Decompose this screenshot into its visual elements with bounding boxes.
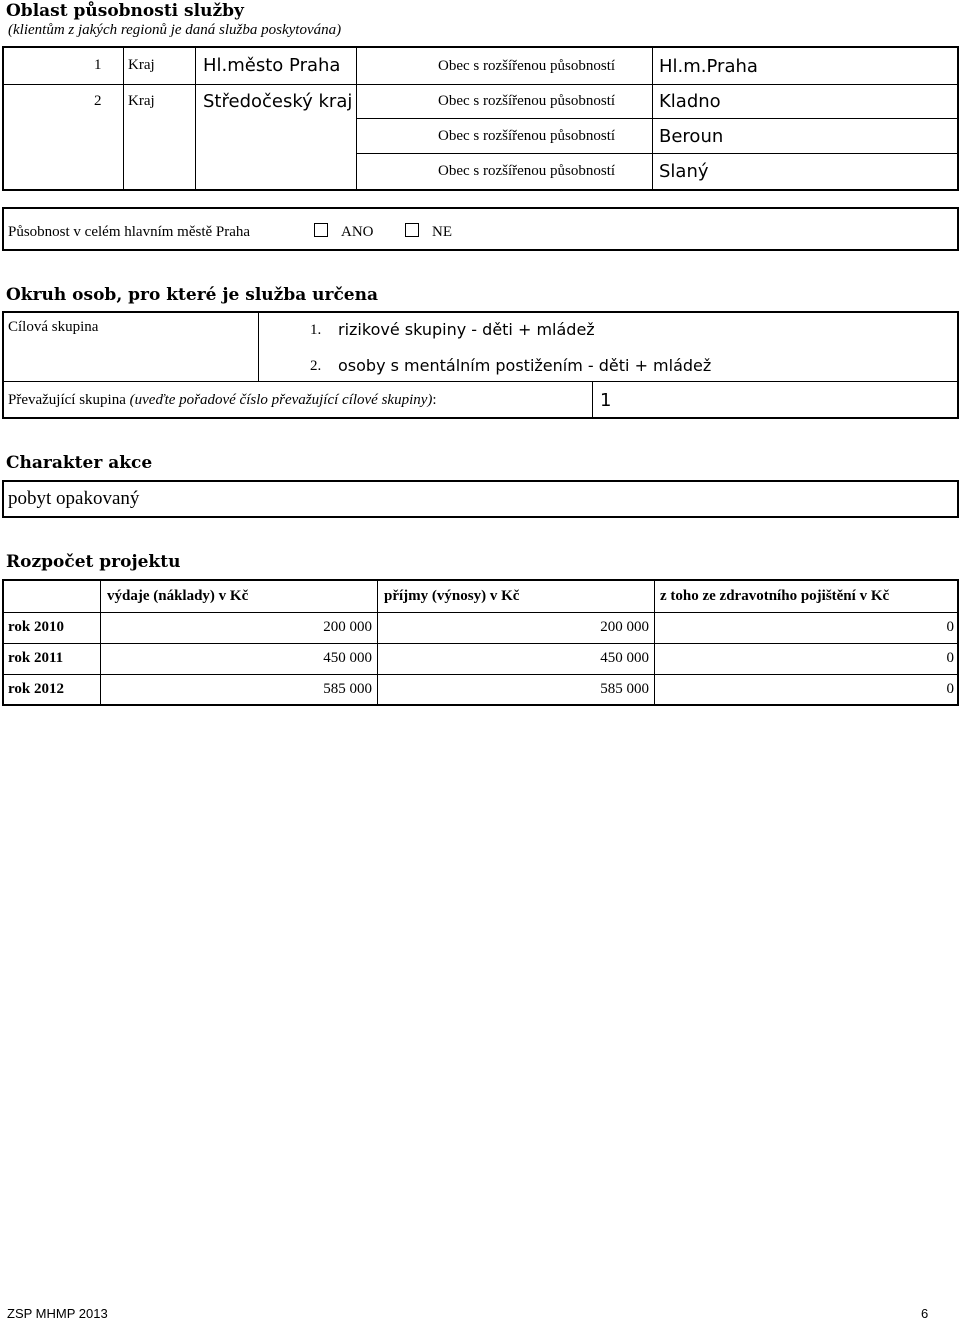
dominant-group-label: Převažující skupina (uveďte pořadové číslo převažující cílové skupiny): xyxy=(8,392,437,408)
praha-scope-yes-label: ANO xyxy=(341,224,374,240)
area-row-obec-label: Obec s rozšířenou působností xyxy=(438,58,616,74)
budget-row-insurance: 0 xyxy=(946,681,954,697)
area-row-region: Středočeský kraj xyxy=(203,91,353,112)
budget-row-insurance: 0 xyxy=(946,650,954,666)
budget-row-insurance: 0 xyxy=(946,619,954,635)
area-row-region: Hl.město Praha xyxy=(203,55,341,76)
target-group-label: Cílová skupina xyxy=(8,319,99,335)
budget-header-costs: výdaje (náklady) v Kč xyxy=(107,588,249,604)
area-row-obec: Kladno xyxy=(659,91,721,112)
target-group-item-text: rizikové skupiny - děti + mládež xyxy=(338,320,595,339)
target-group-item-text: osoby s mentálním postižením - děti + mládež xyxy=(338,356,712,375)
area-row-obec: Hl.m.Praha xyxy=(659,56,758,77)
praha-scope-no-checkbox[interactable] xyxy=(405,223,419,237)
target-group-item-num: 2. xyxy=(310,358,322,374)
budget-row-costs: 585 000 xyxy=(323,681,372,697)
footer-page-number: 6 xyxy=(921,1306,929,1321)
dominant-group-value: 1 xyxy=(600,390,612,411)
area-row-kind: Kraj xyxy=(128,93,155,109)
section-title-target-group: Okruh osob, pro které je služba určena xyxy=(6,285,378,305)
area-row-obec-label: Obec s rozšířenou působností xyxy=(438,128,616,144)
area-row-obec: Slaný xyxy=(659,161,709,182)
budget-row-income: 450 000 xyxy=(600,650,649,666)
praha-scope-yes-checkbox[interactable] xyxy=(314,223,328,237)
budget-row-costs: 450 000 xyxy=(323,650,372,666)
area-row-num: 2 xyxy=(94,93,102,109)
budget-row-year: rok 2012 xyxy=(8,681,64,697)
budget-row-income: 585 000 xyxy=(600,681,649,697)
budget-row-year: rok 2011 xyxy=(8,650,64,666)
budget-header-income: příjmy (výnosy) v Kč xyxy=(384,588,520,604)
area-row-num: 1 xyxy=(94,57,102,73)
action-box xyxy=(2,480,959,518)
area-row-obec: Beroun xyxy=(659,126,724,147)
section-title-action: Charakter akce xyxy=(6,453,153,473)
budget-header-insurance: z toho ze zdravotního pojištění v Kč xyxy=(660,588,890,604)
area-row-obec-label: Obec s rozšířenou působností xyxy=(438,93,616,109)
budget-row-income: 200 000 xyxy=(600,619,649,635)
action-value: pobyt opakovaný xyxy=(8,488,140,509)
section-title-budget: Rozpočet projektu xyxy=(6,552,181,572)
section-subtitle-area: (klientům z jakých regionů je daná služba poskytována) xyxy=(8,22,342,38)
praha-scope-label: Působnost v celém hlavním městě Praha xyxy=(8,224,251,240)
area-row-kind: Kraj xyxy=(128,57,155,73)
target-group-item-num: 1. xyxy=(310,322,322,338)
budget-row-costs: 200 000 xyxy=(323,619,372,635)
footer-left: ZSP MHMP 2013 xyxy=(7,1306,108,1321)
budget-row-year: rok 2010 xyxy=(8,619,64,635)
area-row-obec-label: Obec s rozšířenou působností xyxy=(438,163,616,179)
section-title-area: Oblast působnosti služby xyxy=(6,1,244,21)
praha-scope-no-label: NE xyxy=(432,224,452,240)
